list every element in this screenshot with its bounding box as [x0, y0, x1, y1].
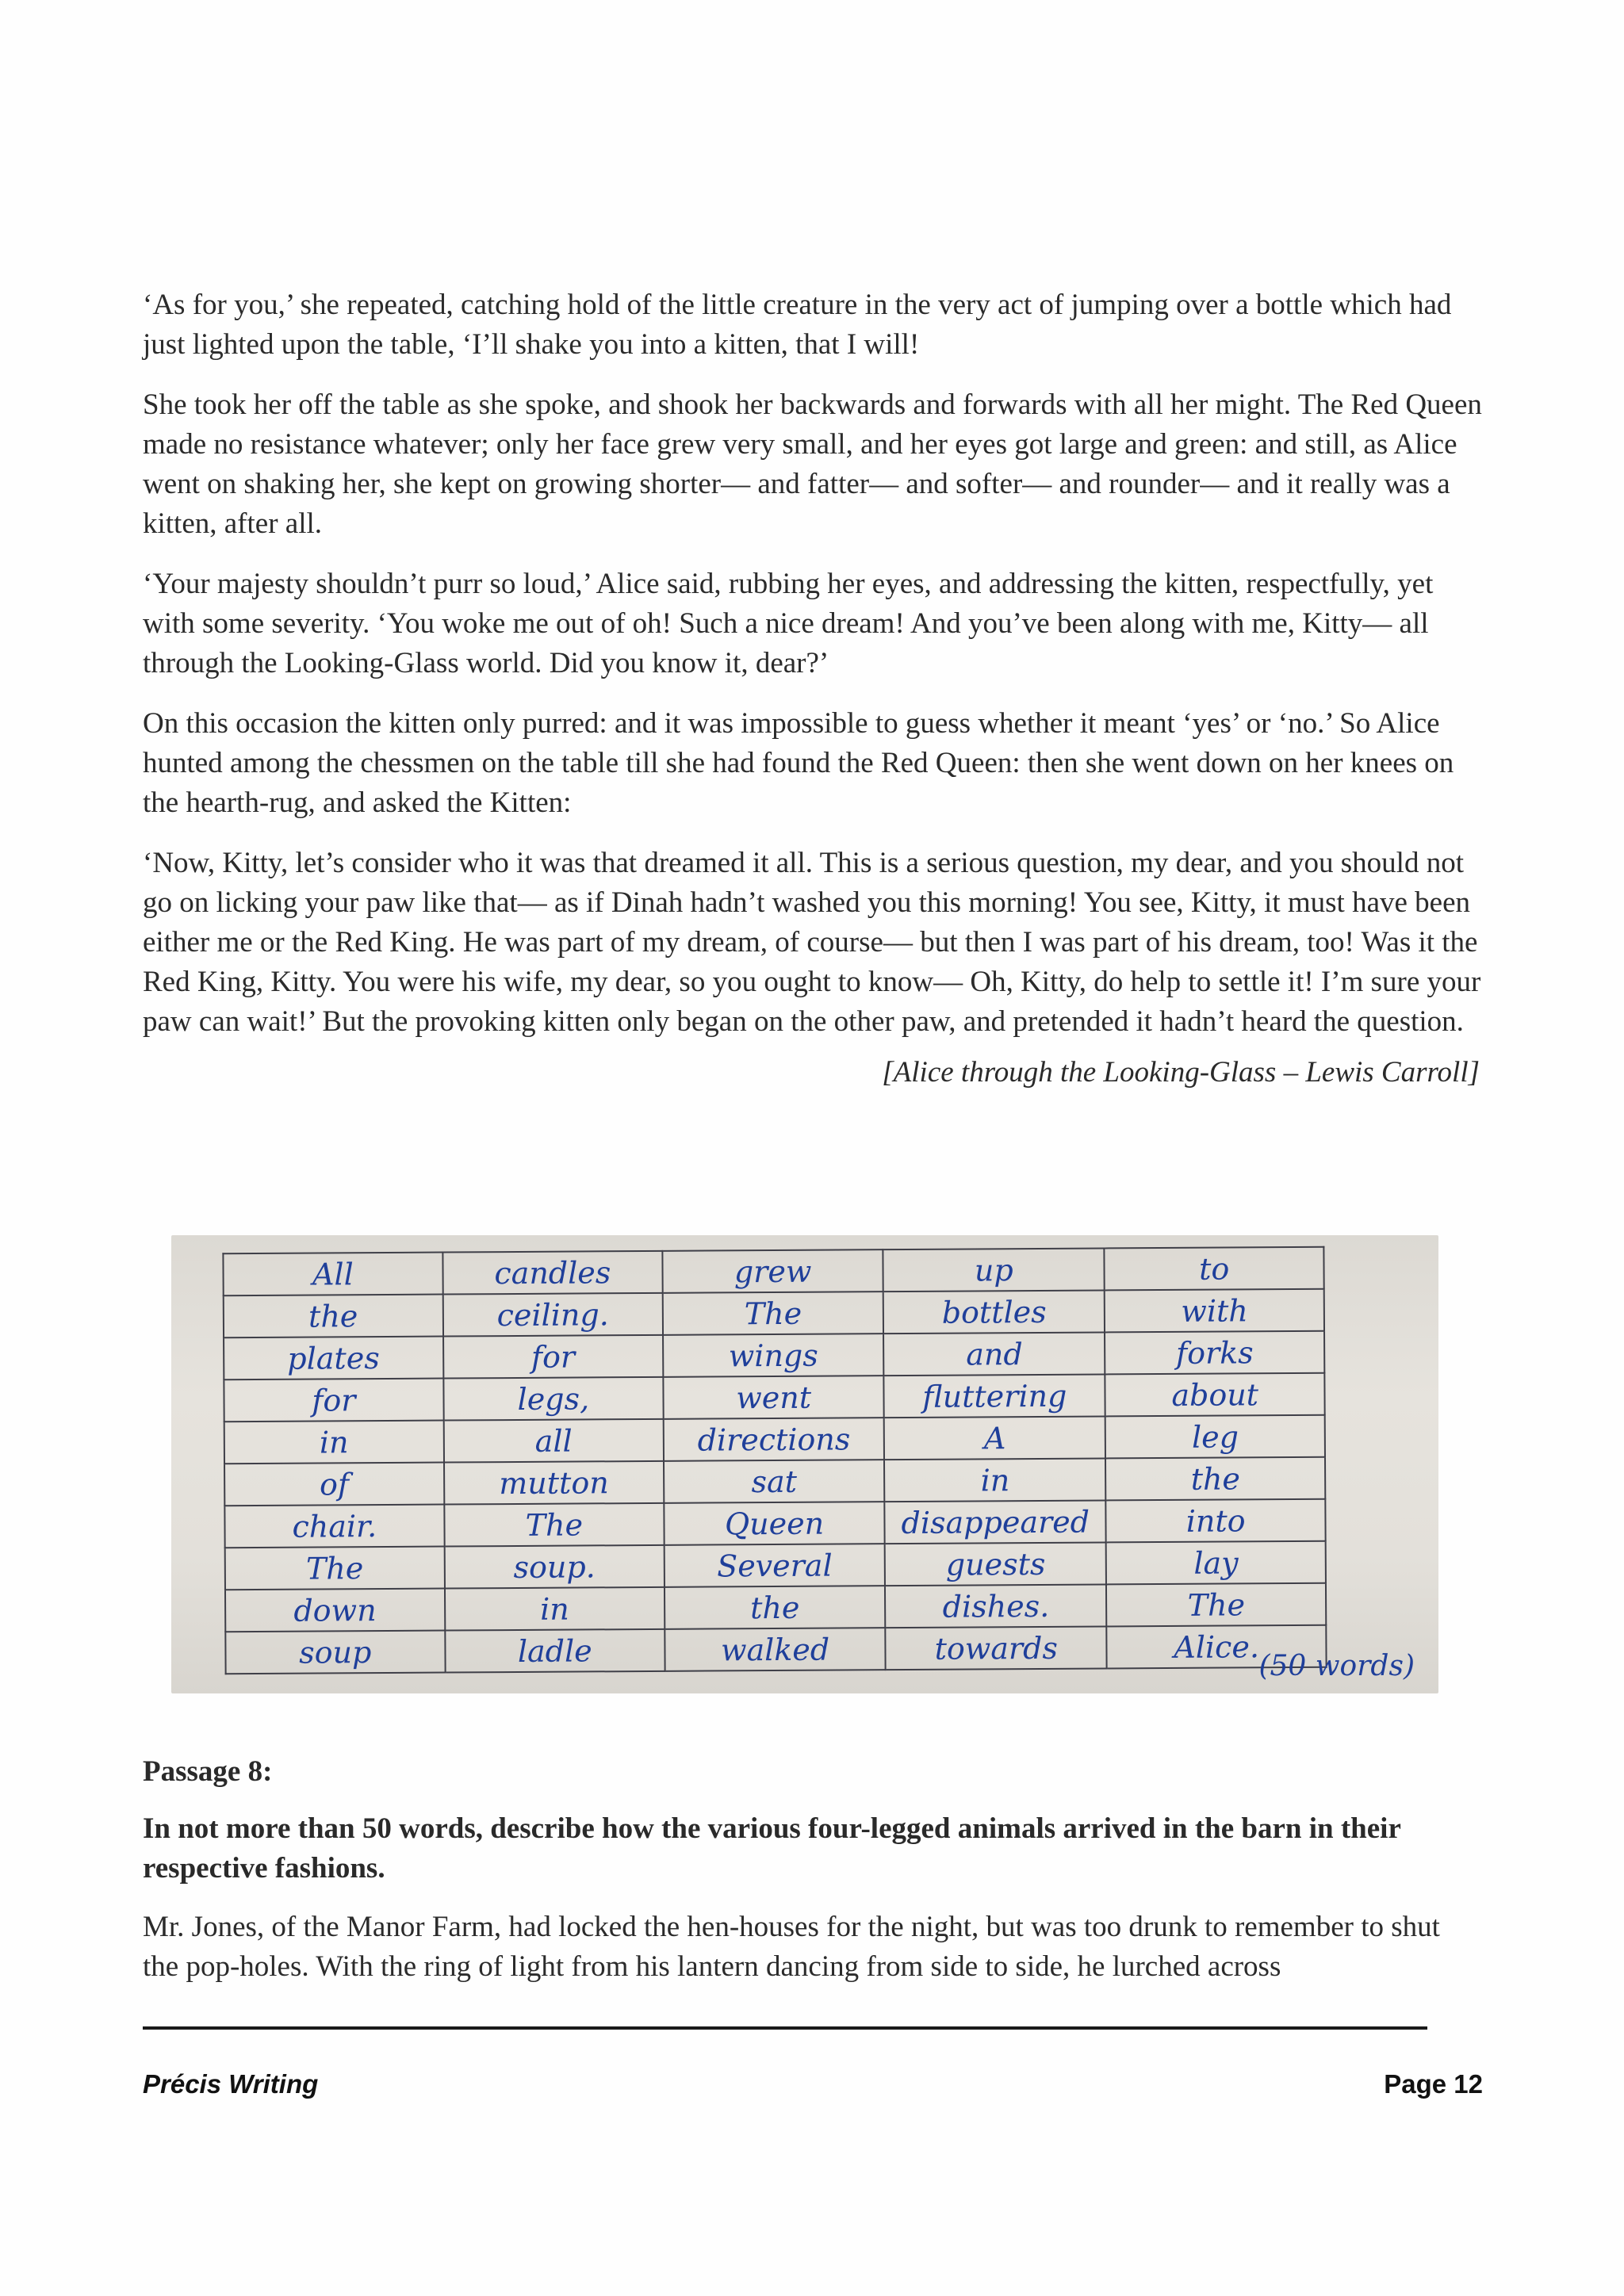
grid-row	[223, 1247, 1323, 1295]
footer-divider	[143, 2026, 1427, 2030]
handwritten-word: bottles	[883, 1290, 1105, 1334]
handwritten-word: directions	[664, 1418, 885, 1461]
handwritten-word: about	[1105, 1373, 1325, 1417]
grid-row	[224, 1457, 1325, 1506]
handwritten-word: fluttering	[884, 1374, 1105, 1418]
paragraph: She took her off the table as she spoke, and shook her backwards and forwards with all her might. The Red Queen made no resistance whatever; only her face grew very small, and her eyes got large and green: and still, as Alice went on shaking her, she kept on growing shorter— and fatter— and softer— and rounder— and it really was a kitten, after all.	[143, 388, 1482, 540]
paragraph: On this occasion the kitten only purred: and it was impossible to guess whether it meant ‘yes’ or ‘no.’ So Alice hunted among the chessmen on the table till she had found the Red Queen: then she went down on her knees on the hearth-rug, and asked the Kitten:	[143, 707, 1454, 819]
handwritten-word: for	[224, 1379, 443, 1422]
handwritten-word: The	[1106, 1583, 1326, 1627]
passage-body	[143, 285, 1483, 1093]
grid-row	[224, 1415, 1325, 1464]
handwritten-word: forks	[1105, 1331, 1324, 1375]
handwritten-word: ladle	[445, 1629, 665, 1673]
handwritten-word: The	[663, 1292, 884, 1335]
handwritten-word: mutton	[444, 1461, 665, 1505]
handwritten-word: all	[443, 1419, 664, 1463]
handwritten-word: to	[1105, 1247, 1324, 1291]
handwritten-word: soup	[225, 1631, 445, 1674]
word-count-note: (50 words)	[1258, 1650, 1415, 1682]
handwritten-word: for	[443, 1335, 664, 1379]
handwritten-word: The	[444, 1503, 665, 1547]
handwritten-word: with	[1105, 1289, 1324, 1333]
handwritten-word: legs,	[443, 1377, 664, 1421]
handwritten-word: soup.	[444, 1545, 665, 1589]
handwritten-word-grid	[222, 1246, 1327, 1674]
handwritten-answer-photo	[171, 1235, 1438, 1693]
handwritten-word: dishes.	[885, 1584, 1106, 1628]
handwritten-word: and	[883, 1332, 1105, 1376]
grid-row	[225, 1625, 1326, 1674]
grid-row	[224, 1373, 1324, 1422]
handwritten-word: candles	[442, 1251, 663, 1295]
handwritten-word: Alice.	[1107, 1625, 1327, 1669]
handwritten-word: chair.	[224, 1505, 444, 1548]
handwritten-word: A	[884, 1416, 1105, 1460]
page-number: Page 12	[1384, 2069, 1483, 2099]
grid-row	[224, 1289, 1324, 1337]
handwritten-word: wings	[663, 1334, 884, 1377]
grid-row	[225, 1583, 1326, 1632]
handwritten-word: lay	[1106, 1541, 1326, 1585]
passage-heading: Passage 8:	[143, 1755, 273, 1788]
grid-row	[224, 1331, 1324, 1380]
handwritten-word: into	[1106, 1499, 1326, 1543]
handwritten-word: the	[224, 1295, 443, 1338]
handwritten-word: in	[445, 1587, 665, 1631]
handwritten-word: ceiling.	[442, 1293, 663, 1337]
handwritten-word: down	[225, 1589, 445, 1632]
handwritten-word: the	[665, 1586, 886, 1629]
handwritten-word: up	[883, 1248, 1105, 1292]
footer-title: Précis Writing	[143, 2069, 319, 2099]
paragraph: ‘Now, Kitty, let’s consider who it was that dreamed it all. This is a serious question, my dear, and you should not go on licking your paw like that— as if Dinah hadn’t washed you this morning! You see, Kitty, it must have been either me or the Red King. He was part of my dream, of course— but then I was part of his dream, too! Was it the Red King, Kitty. You were his wife, my dear, so you ought to know— Oh, Kitty, do help to settle it! I’m sure your paw can wait!’ But the provoking kitten only began on the other paw, and pretended it hadn’t heard the question.	[143, 847, 1481, 1038]
handwritten-word: sat	[664, 1460, 885, 1503]
grid-row	[225, 1541, 1326, 1590]
passage-8-text: Mr. Jones, of the Manor Farm, had locked the hen-houses for the night, but was too drunk to remember to shut the pop-holes. With the ring of light from his lantern dancing from side to side, he lurched across	[143, 1911, 1440, 1983]
handwritten-word: The	[225, 1547, 445, 1590]
grid-row	[224, 1499, 1325, 1548]
source-citation: [Alice through the Looking-Glass – Lewis Carroll]	[882, 1056, 1480, 1089]
handwritten-word: walked	[665, 1628, 886, 1671]
paragraph: ‘As for you,’ she repeated, catching hold of the little creature in the very act of jumping over a bottle which had just lighted upon the table, ‘I’ll shake you into a kitten, that I will!	[143, 289, 1452, 361]
paragraph: ‘Your majesty shouldn’t purr so loud,’ Alice said, rubbing her eyes, and addressing the kitten, respectfully, yet with some severity. ‘You woke me out of oh! Such a nice dream! And you’ve been along with me, Kitty— all through the Looking-Glass world. Did you know it, dear?’	[143, 568, 1434, 679]
handwritten-word: in	[884, 1458, 1105, 1502]
handwritten-word: in	[224, 1421, 444, 1464]
handwritten-word: of	[224, 1463, 444, 1506]
handwritten-word: the	[1105, 1457, 1325, 1501]
handwritten-word: went	[663, 1376, 884, 1419]
handwritten-word: guests	[885, 1542, 1106, 1586]
handwritten-word: plates	[224, 1337, 443, 1380]
handwritten-word: disappeared	[885, 1500, 1106, 1544]
passage-8-section	[143, 1752, 1483, 2007]
handwritten-word: Queen	[664, 1502, 885, 1545]
handwritten-word: All	[223, 1253, 442, 1296]
handwritten-word: grew	[662, 1249, 883, 1293]
handwritten-word: Several	[665, 1544, 886, 1587]
passage-instruction: In not more than 50 words, describe how the various four-legged animals arrived in the barn in their respective fashions.	[143, 1812, 1401, 1885]
handwritten-word: towards	[886, 1626, 1107, 1670]
handwritten-word: leg	[1105, 1415, 1325, 1459]
